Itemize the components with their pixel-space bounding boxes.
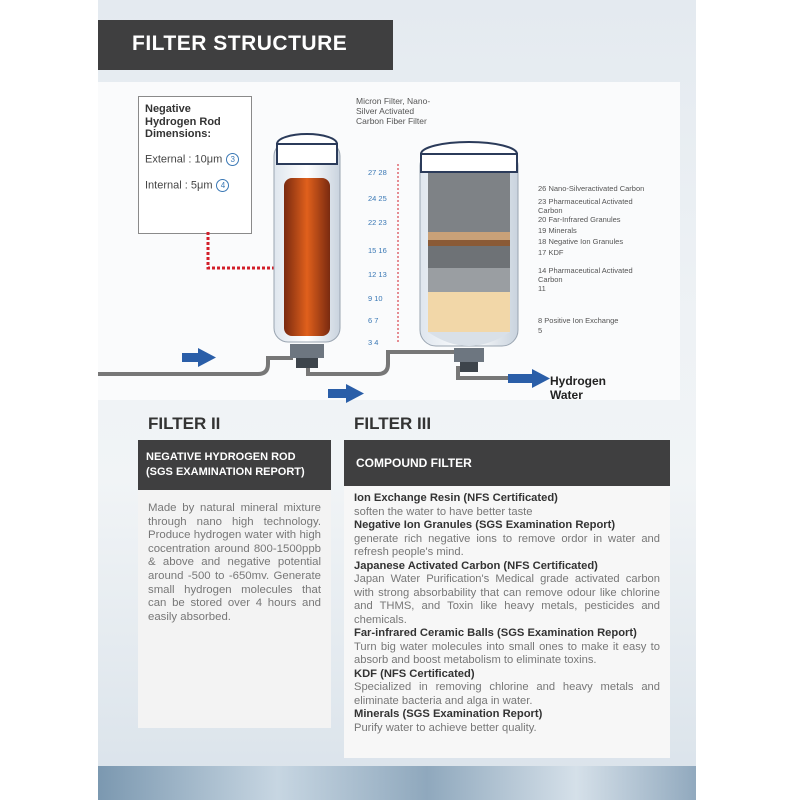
hydrogen-water-label: Hydrogen Water [550, 374, 607, 402]
filter-ii-card [138, 440, 331, 728]
layer-label: 5 [538, 326, 543, 335]
layer-number: 3 4 [368, 338, 379, 347]
layer-label: 17 KDF [538, 248, 564, 257]
filter-iii-title: FILTER III [354, 414, 432, 433]
water-splash-banner [98, 766, 696, 800]
flow-arrow-icon [508, 369, 550, 388]
brochure-page [98, 0, 696, 800]
list-item: Negative Ion Granules (SGS Examination Report) generate rich negative ions to remove ordor in water and refresh people's mind. [354, 519, 660, 558]
layer-label: 23 Pharmaceutical Activated Carbon [538, 197, 633, 215]
layer-number: 12 13 [368, 270, 387, 279]
list-item: Ion Exchange Resin (NFS Certificated) soften the water to have better taste [354, 492, 558, 518]
flow-arrow-icon [182, 348, 216, 367]
layer-label: 19 Minerals [538, 226, 577, 235]
layer-number: 24 25 [368, 194, 387, 203]
layer-label: 20 Far-Infrared Granules [538, 215, 621, 224]
list-item: Far-infrared Ceramic Balls (SGS Examination Report) Turn big water molecules into small ones to make it easy to absorb and boost metabolism to eliminate toxins. [354, 627, 660, 666]
filter-iii-card-title: COMPOUND FILTER [344, 440, 670, 486]
filter-ii-title: FILTER II [148, 414, 221, 433]
callout-number: 3 [226, 153, 239, 166]
water-pipe [308, 352, 458, 374]
page-title: FILTER STRUCTURE [132, 32, 348, 55]
layer-label: 26 Nano-Silveractivated Carbon [538, 184, 645, 193]
header-bar [98, 20, 393, 70]
filter-diagram [98, 82, 696, 412]
list-item: Minerals (SGS Examination Report) Purify water to achieve better quality. [354, 708, 543, 734]
layer-number: 27 28 [368, 168, 387, 177]
flow-arrow-icon [328, 384, 364, 403]
layer-label: 14 Pharmaceutical Activated Carbon [538, 266, 633, 284]
list-item: KDF (NFS Certificated) Specialized in removing chlorine and heavy metals and eliminate bacteria and alga in water. [354, 667, 660, 707]
external-dimension: External : 10μm 3 [145, 153, 239, 166]
layer-number: 6 7 [368, 316, 379, 325]
filter-ii-description: Made by natural mineral mixture through nano high technology. Produce hydrogen water with high cocentration around 800-1500ppb & above and negative potential around -500 to -650mv. Generate small hydrogen molecules that can be stored over 4 hours and easily absorbed. [148, 502, 321, 623]
filter-ii-card-title: NEGATIVE HYDROGEN ROD (SGS EXAMINATION REPORT) [138, 440, 331, 490]
micron-filter-label: Micron Filter, Nano-Silver Activated Carbon Fiber Filter [356, 96, 431, 126]
layer-number: 22 23 [368, 218, 387, 227]
layer-number: 9 10 [368, 294, 383, 303]
internal-dimension: Internal : 5μm 4 [145, 179, 229, 192]
filter-iii-card [344, 440, 670, 758]
compound-filter-cartridge [398, 142, 518, 372]
negative-hydrogen-rod [274, 134, 340, 368]
layer-number: 15 16 [368, 246, 387, 255]
layer-label: 11 [538, 284, 546, 293]
layer-label: 8 Positive Ion Exchange [538, 316, 619, 325]
list-item: Japanese Activated Carbon (NFS Certificated) Japan Water Purification's Medical grade activated carbon with strong absorbability that can remove odour like chlorine and THMS, and Toxin like heavy metals, pesticides and chemicals. [354, 559, 660, 626]
layer-label: 18 Negative Ion Granules [538, 237, 624, 246]
filter-iii-description [344, 486, 670, 735]
callout-number: 4 [216, 179, 229, 192]
rod-dimensions-title: Negative Hydrogen Rod Dimensions: [145, 103, 221, 140]
